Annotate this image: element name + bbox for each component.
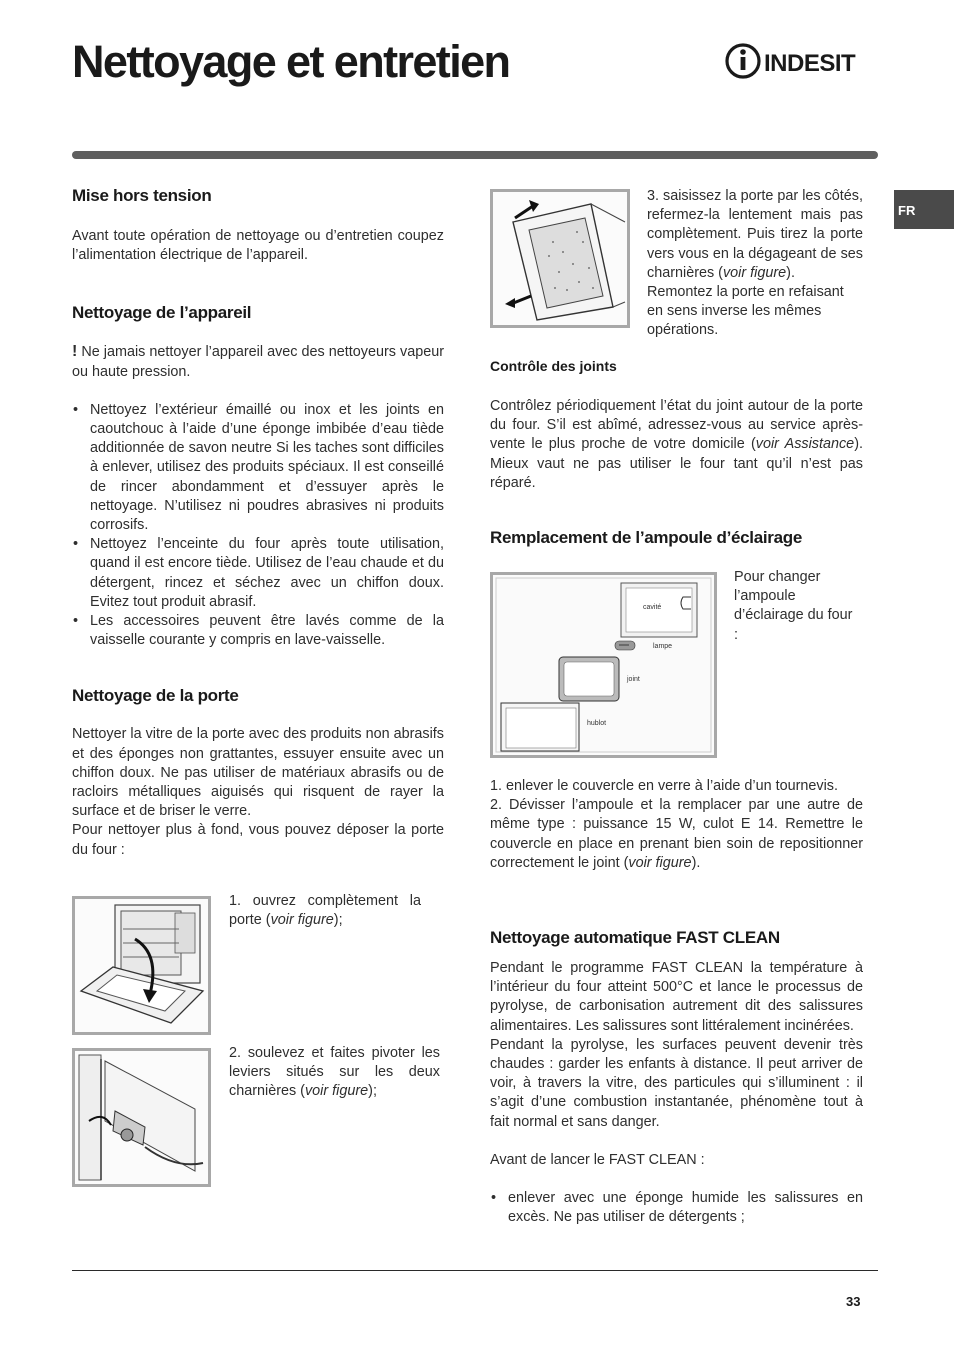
lamp-step2-a: 2. Dévisser l’ampoule et la remplacer par une autre de même type : puissance 15 W, culot E 14. Remettre le couvercle en place en prenant bien soin de repositionner correctement le joint (: [490, 797, 863, 871]
door-removal-icon: [493, 192, 627, 325]
fast-clean-p2: Pendant la pyrolyse, les surfaces peuvent devenir très chaudes : garder les enfants à distance. Il peut arriver de voir, à travers la vitre, des particules qui s’illuminent : il s’agit d’une combustion instantanée, phénomène tout à fait normal et sans danger.: [490, 1036, 863, 1130]
label-hublot: hublot: [587, 720, 607, 727]
oven-door-open-icon: [75, 899, 208, 1032]
step1-text-a: 1. ouvrez complètement la porte (: [229, 893, 421, 929]
label-joint: joint: [627, 676, 640, 683]
figure-hinge-levers: [72, 1048, 211, 1187]
hinge-lever-icon: [75, 1051, 208, 1184]
indesit-logo-icon: [725, 40, 880, 82]
list-item: • Nettoyez l’extérieur émaillé ou inox et les joints en caoutchouc à l’aide d’une éponge imbibée d’eau tiède additionnée de savon neutre Si les taches sont difficiles à enlever, utilisez des produits spéciaux. Il est conseillé de rincer abondamment et d’essuyer après le nettoyage. N’utilisez ni poudres abrasives ni produits corrosifs.: [72, 401, 444, 535]
step2-figure-ref: voir figure: [304, 1083, 369, 1100]
fast-clean-block: [490, 959, 863, 1227]
fast-clean-p3: Avant de lancer le FAST CLEAN :: [490, 1151, 705, 1168]
step3-text-b: ).: [786, 264, 795, 281]
page-number: 33: [846, 1294, 861, 1309]
joints-text-a: Contrôlez périodiquement l’état du joint autour de la porte du four. S’il est abîmé, adressez-vous au service après-vente le plus proche de votre domicile (: [490, 398, 863, 453]
step2-text-a: 2. soulevez et faites pivoter les leviers situés sur les deux charnières (: [229, 1045, 440, 1100]
lamp-intro-text: Pour changer l’ampoule d’éclairage du four :: [734, 569, 853, 643]
step1-figure-ref: voir figure: [270, 912, 334, 929]
heading-nettoyage-porte: Nettoyage de la porte: [72, 686, 239, 706]
heading-mise-hors-tension: Mise hors tension: [72, 186, 212, 205]
heading-nettoyage-appareil: Nettoyage de l’appareil: [72, 303, 252, 323]
text-controle-joints: [490, 397, 863, 493]
footer-rule: [72, 1270, 878, 1271]
step2-text-b: );: [368, 1083, 377, 1100]
lamp-replacement-icon: [493, 575, 714, 755]
lamp-step2-figure-ref: voir figure: [628, 854, 692, 871]
step3-text: [647, 187, 863, 283]
lamp-step1: 1. enlever le couvercle en verre à l’aide d’un tournevis.: [490, 778, 838, 794]
label-cavite: cavité: [643, 604, 662, 611]
joints-assistance-ref: voir Assistance: [755, 436, 855, 453]
heading-remplacement-ampoule: Remplacement de l’ampoule d’éclairage: [490, 528, 803, 547]
step3-text-a: 3. saisissez la porte par les côtés, refermez-la lentement mais pas complètement. Puis tirez la porte vers vous en la dégageant de ses charnières (: [647, 188, 863, 281]
step3-remount-text: Remontez la porte en refaisant en sens inverse les mêmes opérations.: [647, 284, 844, 339]
text-nettoyage-porte: Nettoyer la vitre de la porte avec des produits non abrasifs et des éponges non grattantes, essuyer ensuite avec un chiffon doux. Ne pas utiliser de matériaux abrasifs ou de racloirs métalliques aiguisés qui risquent de rayer la surface et de briser le verre.: [72, 726, 444, 820]
fast-clean-p1: Pendant le programme FAST CLEAN la température à l’intérieur du four atteint 500°C et lance le processus de pyrolyse, de carbonisation autrement dit des salissures alimentaires. Les salissures sont littéralement incinérées.: [490, 960, 863, 1034]
list-item: • enlever avec une éponge humide les salissures en excès. Ne pas utiliser de détergents ;: [490, 1189, 863, 1227]
list-item: • Les accessoires peuvent être lavés comme de la vaisselle courante y compris en lave-vaisselle.: [72, 612, 444, 650]
lamp-step2-b: ).: [691, 854, 701, 871]
figure-lamp-diagram: [490, 572, 717, 758]
step1-text-b: );: [333, 912, 343, 929]
step3-block: [647, 187, 863, 341]
text-mise-hors-tension: Avant toute opération de nettoyage ou d’entretien coupez l’alimentation électrique de l’appareil.: [72, 228, 444, 264]
step3-figure-ref: voir figure: [722, 264, 787, 281]
warning-mark: !: [72, 343, 78, 361]
language-tab: FR: [894, 190, 954, 229]
list-item: • Nettoyez l’enceinte du four après toute utilisation, quand il est encore tiède. Utilisez de l’eau chaude et du détergent, rincez et séchez avec un chiffon doux. Evitez tout produit abrasif.: [72, 535, 444, 612]
label-lampe: lampe: [653, 643, 673, 650]
heading-controle-joints: Contrôle des joints: [490, 358, 617, 374]
brand-name: INDESIT: [764, 50, 856, 77]
heading-fast-clean: Nettoyage automatique FAST CLEAN: [490, 928, 780, 947]
header-rule: [72, 151, 878, 159]
text-deposer-porte: Pour nettoyer plus à fond, vous pouvez déposer la porte du four :: [72, 822, 444, 858]
cleaning-list: [72, 401, 444, 651]
fast-clean-list: [490, 1189, 863, 1227]
step2-text: [229, 1044, 440, 1102]
figure-open-door: [72, 896, 211, 1035]
warning-body: Ne jamais nettoyer l’appareil avec des nettoyeurs vapeur ou haute pression.: [72, 344, 444, 380]
step1-text: [229, 892, 421, 930]
lamp-steps: [490, 777, 863, 873]
joints-text-b: ). Mieux vaut ne pas utiliser le four tant qu’il n’est pas réparé.: [490, 436, 863, 491]
brand-logo: [725, 40, 880, 82]
lamp-step2: [490, 796, 863, 873]
warning-text: [72, 342, 444, 381]
left-column: [72, 180, 444, 860]
figure-remove-door: [490, 189, 630, 328]
page-title: Nettoyage et entretien: [72, 36, 510, 87]
